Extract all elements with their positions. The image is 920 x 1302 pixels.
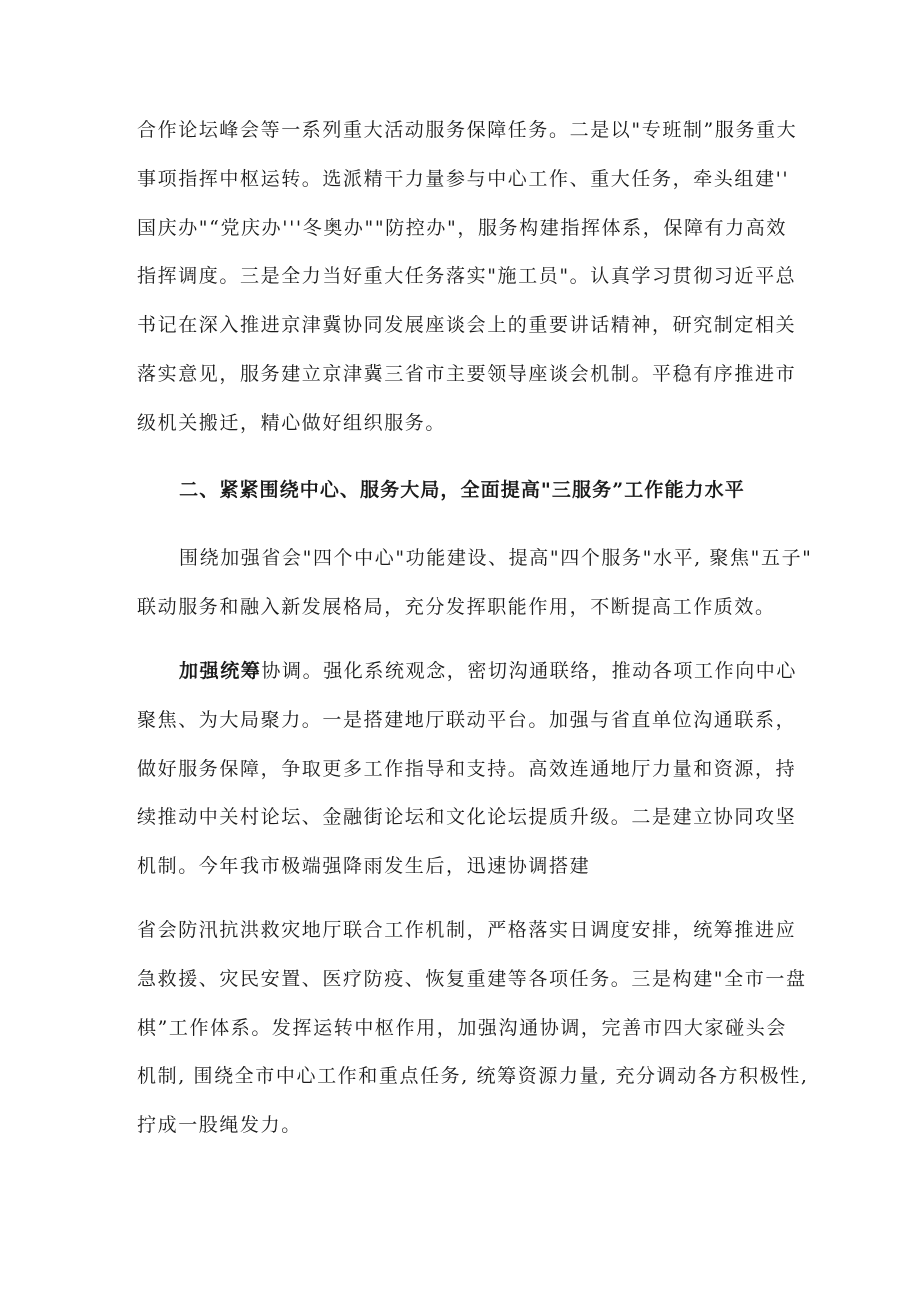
paragraph-1 bbox=[137, 106, 798, 448]
paragraph-line: 省会防汛抗洪救灾地厅联合工作机制，严格落实日调度安排，统筹推进应 bbox=[137, 919, 797, 941]
paragraph-3 bbox=[137, 647, 798, 891]
paragraph-line: 围绕加强省会"四个中心"功能建设、提高"四个服务"水平, 聚焦"五子" bbox=[179, 547, 813, 569]
paragraph-line: 联动服务和融入新发展格局，充分发挥职能作用，不断提高工作质效。 bbox=[137, 595, 776, 618]
paragraph-line: 级机关搬迁，精心做好组织服务。 bbox=[137, 411, 447, 434]
paragraph-line: 拧成一股绳发力。 bbox=[137, 1114, 302, 1137]
paragraph-line: 急救援、灾民安置、医疗防疫、恢复重建等各项任务。三是构建"全市一盘 bbox=[137, 967, 807, 990]
paragraph-line: 棋”工作体系。发挥运转中枢作用，加强沟通协调，完善市四大家碰头会 bbox=[137, 1016, 787, 1039]
paragraph-line: 续推动中关村论坛、金融街论坛和文化论坛提质升级。二是建立协同攻坚 bbox=[137, 806, 797, 829]
paragraph-first-line bbox=[137, 647, 798, 696]
paragraph-4 bbox=[137, 906, 809, 1150]
paragraph-line: 国庆办"“党庆办'''冬奥办""防控办"，服务构建指挥体系，保障有力高效 bbox=[137, 216, 787, 239]
paragraph-2 bbox=[137, 534, 813, 632]
paragraph-line: 事项指挥中枢运转。选派精干力量参与中心工作、重大任务，牵头组建'' bbox=[137, 167, 790, 190]
paragraph-line: 落实意见，服务建立京津冀三省市主要领导座谈会机制。平稳有序推进市 bbox=[137, 362, 797, 385]
paragraph-lead-heading: 加强统筹 bbox=[179, 660, 262, 682]
paragraph-line: 机制, 围绕全市中心工作和重点任务, 统筹资源力量, 充分调动各方积极性, bbox=[137, 1065, 809, 1088]
paragraph-line: 书记在深入推进京津冀协同发展座谈会上的重要讲话精神，研究制定相关 bbox=[137, 314, 797, 337]
section-heading: 二、紧紧围绕中心、服务大局，全面提高"三服务”工作能力水平 bbox=[179, 479, 745, 501]
paragraph-line: 做好服务保障，争取更多工作指导和支持。高效连通地厅力量和资源，持 bbox=[137, 757, 797, 780]
paragraph-line: 合作论坛峰会等一系列重大活动服务保障任务。二是以"专班制”服务重大 bbox=[137, 119, 798, 141]
paragraph-line: 指挥调度。三是全力当好重大任务落实"施工员"。认真学习贯彻习近平总 bbox=[137, 265, 797, 288]
paragraph-line: 机制。今年我市极端强降雨发生后，迅速协调搭建 bbox=[137, 855, 591, 878]
paragraph-line: 聚焦、为大局聚力。一是搭建地厅联动平台。加强与省直单位沟通联系， bbox=[137, 708, 797, 731]
paragraph-line-rest: 协调。强化系统观念，密切沟通联络，推动各项工作向中心 bbox=[261, 660, 798, 682]
